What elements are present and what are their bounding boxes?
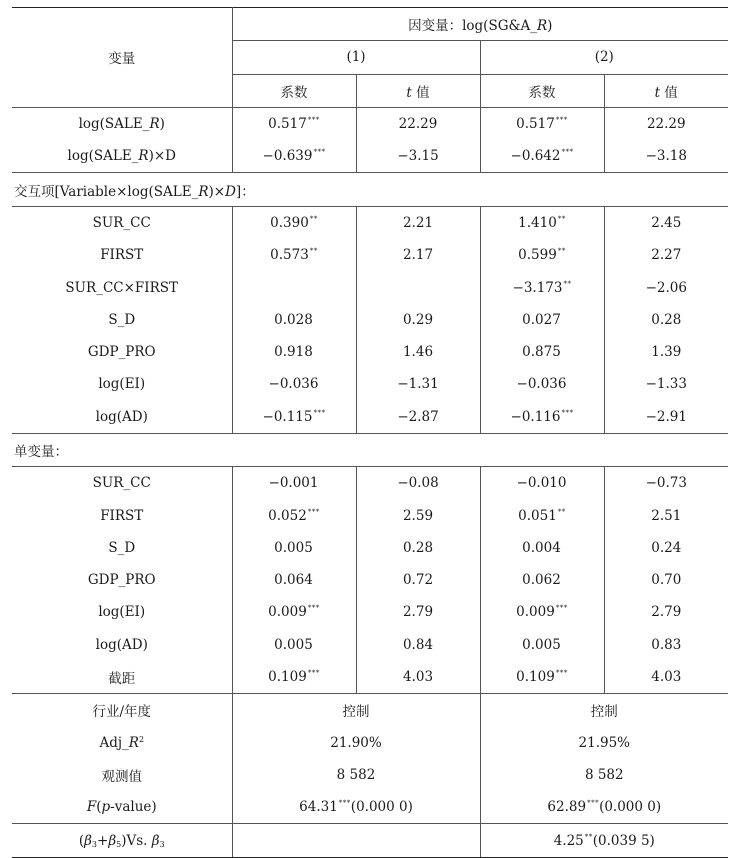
t-value: −0.08 (397, 475, 439, 492)
dependent-variable-header: 因变量：log(SG&A_R) (232, 8, 728, 41)
coefficient-cell (480, 368, 604, 400)
coefficient-cell (232, 564, 356, 596)
coefficient-value: 0.517 (516, 116, 555, 133)
significance-stars: ** (309, 214, 318, 223)
regression-table (12, 7, 728, 858)
coefficient-value: −0.639 (262, 148, 313, 165)
f-stat-row-model-1: 64.31***(0.000 0) (232, 791, 480, 824)
row-variable-name (12, 564, 232, 596)
variable-name-text: S_D (108, 311, 136, 328)
coefficient-value: 0.005 (274, 636, 313, 653)
row-variable-name (12, 368, 232, 400)
coefficient-cell (480, 304, 604, 336)
t-value: 2.51 (651, 507, 682, 524)
row-variable-name (12, 629, 232, 661)
coefficient-cell (480, 107, 604, 140)
t-value: 2.27 (651, 247, 682, 264)
t-value-cell (356, 532, 480, 564)
t-value-cell (356, 661, 480, 694)
t-value-cell (356, 239, 480, 271)
coefficient-cell (480, 499, 604, 531)
significance-stars: *** (555, 604, 568, 613)
industry-year-row-model-1: 控制 (232, 694, 480, 727)
t-value-cell (604, 368, 728, 400)
variable-name-text: SUR_CC×FIRST (65, 279, 179, 296)
variable-header: 变量 (12, 8, 232, 108)
t-value: −3.15 (397, 148, 439, 165)
t-value: 22.29 (646, 116, 686, 133)
coefficient-value: 0.051 (518, 507, 557, 524)
t-value: 0.72 (402, 572, 434, 589)
coefficient-cell (480, 336, 604, 368)
industry-year-row-model-2: 控制 (480, 694, 728, 727)
t-value-cell (604, 661, 728, 694)
t-value-cell (356, 499, 480, 531)
significance-stars: *** (307, 116, 320, 125)
t-header-1: t 值 (356, 74, 480, 107)
t-value: −2.87 (397, 408, 439, 425)
coefficient-cell (232, 629, 356, 661)
coefficient-value: 0.005 (522, 636, 561, 653)
t-value-cell (604, 564, 728, 596)
variable-name-text: S_D (108, 539, 136, 556)
variable-name-text: log(AD) (95, 408, 148, 425)
coefficient-value: 0.005 (274, 539, 313, 556)
t-value: −2.91 (645, 408, 687, 425)
section-title: 单变量： (12, 433, 728, 466)
row-variable-name (12, 206, 232, 239)
coefficient-cell (232, 304, 356, 336)
t-value-cell (356, 107, 480, 140)
row-variable-name (12, 239, 232, 271)
adj-r2-row-model-1: 21.90% (232, 727, 480, 759)
industry-year-row (12, 694, 728, 727)
significance-stars: ** (557, 507, 566, 516)
variable-name-text: GDP_PRO (87, 344, 156, 361)
coefficient-value: −0.642 (510, 148, 561, 165)
section-header-row (12, 433, 728, 466)
significance-stars: ** (557, 247, 566, 256)
t-value: 0.84 (402, 636, 434, 653)
row-variable-name (12, 107, 232, 140)
table-row (12, 271, 728, 303)
significance-stars: *** (307, 669, 320, 678)
significance-stars: *** (307, 604, 320, 613)
t-value: 22.29 (398, 116, 438, 133)
row-variable-name (12, 596, 232, 628)
coefficient-value: 0.064 (274, 572, 313, 589)
t-value-cell (604, 107, 728, 140)
f-stat-row-model-2: 62.89***(0.000 0) (547, 799, 662, 816)
table-row (12, 304, 728, 336)
t-value-cell (604, 304, 728, 336)
significance-stars: *** (313, 408, 326, 417)
t-value: 0.70 (651, 572, 682, 589)
adj-r2-row-label: $Adj\_R^2$ (12, 727, 232, 759)
coefficient-cell (480, 532, 604, 564)
observations-row (12, 759, 728, 791)
f-stat-row-label: F(p-value) (12, 791, 232, 824)
t-value-cell (604, 499, 728, 531)
t-value-cell (356, 467, 480, 500)
t-value-cell (604, 532, 728, 564)
table-row (12, 661, 728, 694)
t-value-cell (604, 206, 728, 239)
coefficient-cell (232, 271, 356, 303)
t-value-cell (356, 206, 480, 239)
t-value: 1.39 (651, 344, 682, 361)
row-variable-name (12, 661, 232, 694)
row-variable-name (12, 401, 232, 434)
row-variable-name (12, 499, 232, 531)
coefficient-cell (232, 336, 356, 368)
table-row (12, 532, 728, 564)
coefficient-value: −0.010 (516, 475, 567, 492)
table-row (12, 499, 728, 531)
table-row (12, 368, 728, 400)
coefficient-cell (480, 206, 604, 239)
t-value: 0.28 (651, 311, 682, 328)
coefficient-value: 0.573 (270, 247, 309, 264)
variable-name-text: FIRST (100, 247, 144, 264)
variable-name-text: GDP_PRO (87, 572, 156, 589)
t-value-cell (356, 368, 480, 400)
t-value: 0.83 (651, 636, 682, 653)
coefficient-value: −0.001 (268, 475, 319, 492)
t-value: 2.21 (402, 214, 434, 231)
t-value: −0.73 (645, 475, 687, 492)
t-value-cell (356, 596, 480, 628)
t-value: 2.79 (651, 604, 682, 621)
t-value-cell (356, 564, 480, 596)
t-value: 0.28 (402, 539, 434, 556)
coefficient-test-row (12, 824, 728, 857)
t-value: 2.45 (651, 214, 682, 231)
t-value-cell (356, 629, 480, 661)
table-row (12, 629, 728, 661)
table-row (12, 596, 728, 628)
coefficient-value: −0.036 (268, 376, 319, 393)
t-value-cell (604, 401, 728, 434)
significance-stars: ** (557, 214, 566, 223)
coefficient-cell (232, 532, 356, 564)
coefficient-value: 0.028 (274, 311, 313, 328)
coefficient-cell (480, 661, 604, 694)
t-value: 0.29 (402, 311, 434, 328)
table-row (12, 239, 728, 271)
significance-stars: *** (561, 408, 574, 417)
row-variable-name (12, 271, 232, 303)
t-value-cell (604, 271, 728, 303)
coefficient-cell (232, 499, 356, 531)
coefficient-cell (480, 271, 604, 303)
f-stat-row (12, 791, 728, 824)
significance-stars: *** (313, 148, 326, 157)
coefficient-value: −0.116 (510, 408, 561, 425)
t-value-cell (604, 596, 728, 628)
t-value-cell (604, 336, 728, 368)
variable-name-text: 截距 (108, 671, 136, 688)
t-value: 2.59 (402, 507, 434, 524)
coefficient-value: 0.517 (268, 116, 307, 133)
row-variable-name (12, 304, 232, 336)
variable-name-text: log(EI) (98, 604, 146, 621)
significance-stars: *** (307, 507, 320, 516)
variable-name-text: log(EI) (98, 376, 146, 393)
coefficient-cell (232, 107, 356, 140)
t-value: 2.79 (402, 604, 434, 621)
variable-name-text: SUR_CC (92, 475, 151, 492)
coefficient-cell (480, 629, 604, 661)
t-value-cell (604, 140, 728, 173)
observations-row-model-2: 8 582 (584, 766, 624, 783)
t-value: 0.24 (651, 539, 682, 556)
coefficient-cell (232, 467, 356, 500)
coef-header-2: 系数 (480, 74, 604, 107)
coefficient-value: 0.004 (522, 539, 561, 556)
variable-name-text: log(SALE_R)×D (67, 148, 176, 165)
model-2-header: (2) (480, 41, 728, 74)
table-row (12, 206, 728, 239)
significance-stars: ** (563, 279, 572, 288)
coefficient-cell (480, 564, 604, 596)
t-value-cell (604, 467, 728, 500)
row-variable-name (12, 532, 232, 564)
significance-stars: ** (309, 247, 318, 256)
t-value-cell (356, 336, 480, 368)
table-row (12, 107, 728, 140)
coefficient-value: −3.173 (512, 279, 563, 296)
section-header-row (12, 173, 728, 206)
coefficient-value: 0.918 (274, 344, 313, 361)
table-row (12, 467, 728, 500)
coefficient-value: 0.109 (268, 669, 307, 686)
coefficient-cell (232, 206, 356, 239)
coefficient-value: −0.115 (262, 408, 313, 425)
t-value-cell (356, 140, 480, 173)
t-value-cell (604, 629, 728, 661)
coefficient-cell (232, 368, 356, 400)
t-value: 1.46 (402, 344, 434, 361)
coefficient-cell (232, 140, 356, 173)
coefficient-cell (232, 239, 356, 271)
coefficient-cell (480, 140, 604, 173)
adj-r2-row-model-2: 21.95% (578, 734, 631, 751)
t-value: −2.06 (645, 279, 687, 296)
significance-stars: *** (555, 116, 568, 125)
coefficient-cell (480, 401, 604, 434)
t-value: 2.17 (402, 247, 434, 264)
coefficient-cell (480, 239, 604, 271)
observations-row-label: 观测值 (12, 759, 232, 791)
t-value: −1.33 (645, 376, 687, 393)
coefficient-value: 0.009 (516, 604, 555, 621)
coefficient-cell (232, 596, 356, 628)
row-variable-name (12, 467, 232, 500)
coefficient-cell (232, 401, 356, 434)
coefficient-value: 0.009 (268, 604, 307, 621)
variable-name-text: log(SALE_R) (78, 116, 165, 133)
coefficient-value: 0.875 (522, 344, 561, 361)
coefficient-test-row-label: $(\beta_3+\beta_5)Vs$. $\beta_3$ (12, 824, 232, 857)
coefficient-cell (232, 661, 356, 694)
adj-r2-row (12, 727, 728, 759)
t-value-cell (356, 271, 480, 303)
coef-header-1: 系数 (232, 74, 356, 107)
t-value-cell (356, 304, 480, 336)
coefficient-value: 0.052 (268, 507, 307, 524)
t-value: −3.18 (645, 148, 687, 165)
coefficient-value: 0.062 (522, 572, 561, 589)
t-header-2: t 值 (604, 74, 728, 107)
coefficient-value: 0.027 (522, 311, 561, 328)
significance-stars: *** (555, 669, 568, 678)
t-value: 4.03 (651, 669, 682, 686)
coefficient-cell (480, 467, 604, 500)
significance-stars: *** (561, 148, 574, 157)
t-value: 4.03 (402, 669, 434, 686)
variable-name-text: FIRST (100, 507, 144, 524)
table-row (12, 336, 728, 368)
observations-row-model-1: 8 582 (232, 759, 480, 791)
coefficient-value: −0.036 (516, 376, 567, 393)
table-row (12, 140, 728, 173)
coefficient-value: 0.109 (516, 669, 555, 686)
t-value-cell (604, 239, 728, 271)
variable-name-text: log(AD) (95, 636, 148, 653)
t-value: −1.31 (397, 376, 439, 393)
table-row (12, 401, 728, 434)
industry-year-row-label: 行业/年度 (12, 694, 232, 727)
coefficient-test-row-model-1 (232, 824, 480, 857)
coefficient-value: 1.410 (518, 214, 557, 231)
row-variable-name (12, 336, 232, 368)
section-title: 交互项[Variable×log(SALE_R)×D]： (12, 173, 728, 206)
model-1-header: (1) (232, 41, 480, 74)
t-value-cell (356, 401, 480, 434)
table-row (12, 564, 728, 596)
coefficient-test-row-model-2: 4.25**(0.039 5) (480, 824, 728, 857)
coefficient-cell (480, 596, 604, 628)
coefficient-value: 0.390 (270, 214, 309, 231)
row-variable-name (12, 140, 232, 173)
coefficient-value: 0.599 (518, 247, 557, 264)
variable-name-text: SUR_CC (92, 214, 151, 231)
